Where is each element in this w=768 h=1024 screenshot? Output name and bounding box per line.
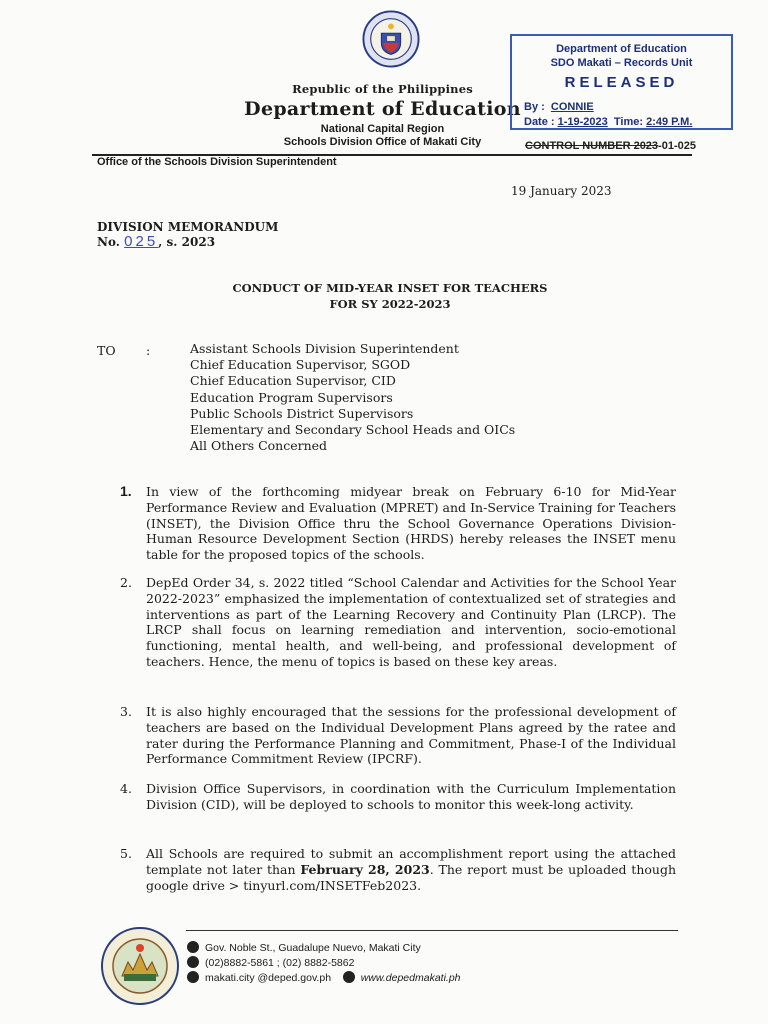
paragraph-text-before: All Schools are required to submit an accomplishment report using the attached template not later than <box>146 846 676 877</box>
footer-email: makati.city @deped.gov.ph <box>205 972 332 984</box>
memo-title: DIVISION MEMORANDUM <box>97 220 279 234</box>
recipient-item: All Others Concerned <box>190 438 328 454</box>
paragraph-number: 4. <box>120 781 132 796</box>
control-number-suffix: -01-025 <box>658 140 696 152</box>
footer-address: Gov. Noble St., Guadalupe Nuevo, Makati City <box>205 942 421 954</box>
memo-series: , s. 2023 <box>158 235 216 249</box>
released-stamp <box>510 34 733 130</box>
paragraph-3 <box>120 704 676 767</box>
recipient-item: Education Program Supervisors <box>190 389 393 405</box>
recipient-item: Chief Education Supervisor, SGOD <box>190 357 411 373</box>
stamp-by-label: By : <box>524 101 545 113</box>
recipient-item: Public Schools District Supervisors <box>190 405 414 421</box>
region-label: National Capital Region <box>320 123 445 135</box>
email-icon <box>187 971 199 983</box>
deadline-date: February 28, 2023 <box>300 861 430 877</box>
recipient-item: Elementary and Secondary School Heads and OICs <box>190 422 516 438</box>
stamp-date-label: Date : <box>524 116 555 128</box>
footer-website: www.depedmakati.ph <box>360 972 461 984</box>
recipient-item: Assistant Schools Division Superintendent <box>190 341 459 356</box>
recipient-list <box>190 341 515 454</box>
department-title: Department of Education <box>244 98 521 120</box>
paragraph-1 <box>120 484 676 563</box>
paragraph-text <box>146 846 676 893</box>
control-number <box>525 140 696 152</box>
footer-contact-row <box>187 971 461 984</box>
footer-phone: (02)8882-5861 ; (02) 8882-5862 <box>205 957 355 969</box>
subject-line-2: FOR SY 2022-2023 <box>329 297 451 311</box>
footer-divider <box>186 930 678 931</box>
paragraph-4 <box>120 781 676 813</box>
subject-line-1: CONDUCT OF MID-YEAR INSET FOR TEACHERS <box>232 281 548 295</box>
globe-icon <box>343 971 355 983</box>
memo-number-label: No. <box>97 235 120 249</box>
paragraph-text: Division Office Supervisors, in coordination with the Curriculum Implementation Division (CID), will be deployed to schools to monitor this week-long activity. <box>146 781 676 812</box>
stamp-line-1: Department of Education <box>556 43 687 55</box>
deped-seal-icon <box>362 10 420 68</box>
stamp-by-value: CONNIE <box>550 101 594 113</box>
republic-label: Republic of the Philippines <box>292 82 473 96</box>
paragraph-text: DepEd Order 34, s. 2022 titled “School Calendar and Activities for the School Year 2022-2023” emphasized the implementation of contextualized set of strategies and interventions as part of the Learning Recovery and Continuity Plan (LRCP). The LRCP shall focus on learning remediation and intervention, socio-emotional functioning, mental health, and well-being, and professional development of teachers. Hence, the menu of topics is based on these key areas. <box>146 575 676 669</box>
office-label: Office of the Schools Division Superintendent <box>97 156 337 168</box>
stamp-time-label: Time: <box>613 116 644 128</box>
footer-phone-row <box>187 956 354 969</box>
paragraph-number: 3. <box>120 704 132 719</box>
memo-number <box>97 233 215 250</box>
paragraph-text: It is also highly encouraged that the sessions for the professional development of teachers are based on the Individual Development Plans agreed by the ratee and rater during the Performance Planning and Commitment, Phase-I of the Individual Performance Commitment Review (IPCRF). <box>146 704 676 767</box>
to-colon: : <box>146 343 151 358</box>
division-label: Schools Division Office of Makati City <box>283 136 482 148</box>
paragraph-number: 2. <box>120 575 132 590</box>
letterhead <box>240 82 525 148</box>
footer-address-row <box>187 941 421 954</box>
stamp-date-row <box>524 116 692 128</box>
memo-date: 19 January 2023 <box>511 184 612 198</box>
division-seal-icon <box>100 926 180 1006</box>
phone-icon <box>187 956 199 968</box>
recipient-item: Chief Education Supervisor, CID <box>190 373 396 389</box>
paragraph-number: 1. <box>120 483 132 499</box>
stamp-time-value: 2:49 P.M. <box>646 116 693 128</box>
stamp-line-2: SDO Makati – Records Unit <box>550 57 693 69</box>
paragraph-text: In view of the forthcoming midyear break on February 6-10 for Mid-Year Performance Review and Evaluation (MPRET) and In-Service Training for Teachers (INSET), the Division Office thru the School Governance Operations Division-Human Resource Development Section (HRDS) hereby releases the INSET menu table for the proposed topics of the schools. <box>146 484 676 563</box>
paragraph-2 <box>120 575 676 670</box>
stamp-status: RELEASED <box>564 74 679 91</box>
paragraph-number: 5. <box>120 846 132 861</box>
stamp-by-row <box>524 101 594 113</box>
paragraph-5 <box>120 846 676 893</box>
to-label: TO <box>97 343 116 358</box>
memo-subject <box>150 280 630 312</box>
location-icon <box>187 941 199 953</box>
paragraph-text-after: . The report must be uploaded though google drive > tinyurl.com/INSETFeb2023. <box>146 861 677 893</box>
memo-number-value: 025 <box>124 233 159 250</box>
control-number-label: CONTROL NUMBER 2023 <box>525 140 659 152</box>
stamp-date-value: 1-19-2023 <box>557 116 608 128</box>
